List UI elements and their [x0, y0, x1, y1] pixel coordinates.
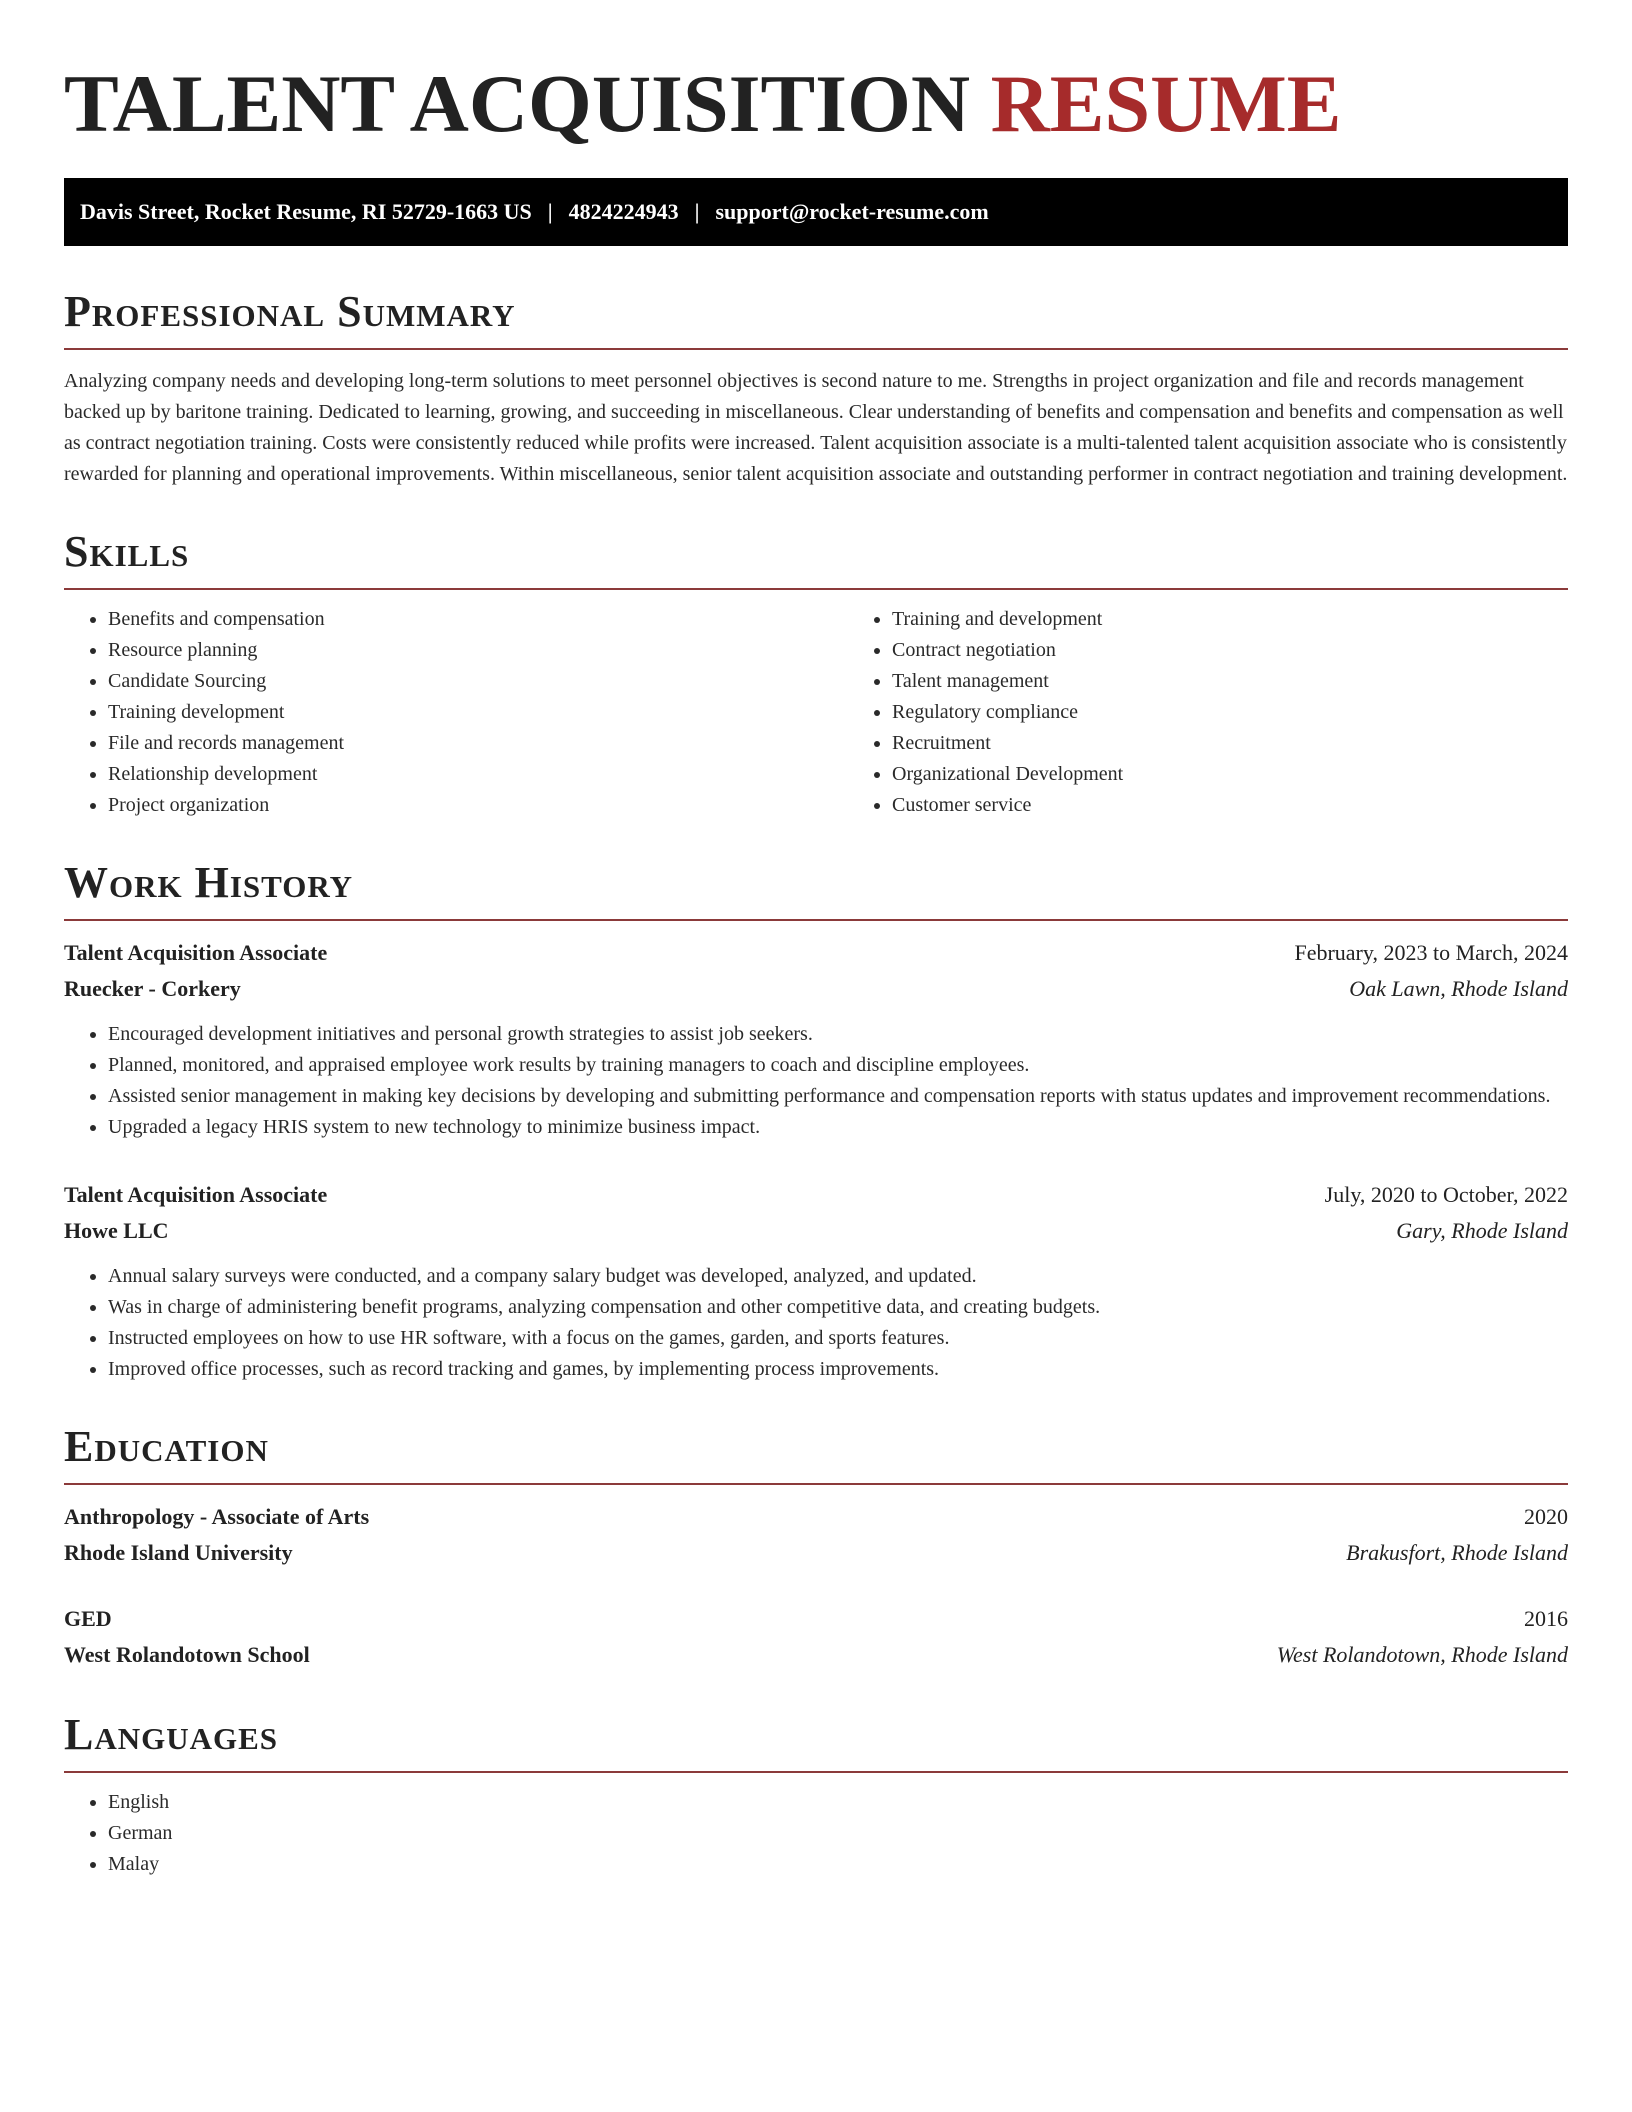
skill-item: • Resource planning: [108, 635, 848, 666]
education-section: [64, 1422, 1568, 1673]
education-degree: Anthropology - Associate of Arts: [64, 1504, 370, 1529]
skill-item: • Benefits and compensation: [108, 604, 848, 635]
title-main: TALENT ACQUISITION: [64, 58, 971, 149]
contact-separator: |: [547, 199, 553, 224]
job-location: Oak Lawn, Rhode Island: [1349, 976, 1568, 1001]
language-item: • Malay: [108, 1849, 1568, 1880]
job-bullet: • Planned, monitored, and appraised employee work results by training managers to coach and discipline employees.: [108, 1050, 1568, 1081]
education-degree: GED: [64, 1606, 112, 1631]
job-bullet: • Was in charge of administering benefit programs, analyzing compensation and other competitive data, and creating budgets.: [108, 1292, 1568, 1323]
work-history-heading: Work History: [64, 861, 1568, 921]
job-company-row: [64, 971, 1568, 1007]
languages-heading: Languages: [64, 1713, 1568, 1773]
skill-item: • File and records management: [108, 728, 848, 759]
job-bullet: • Upgraded a legacy HRIS system to new technology to minimize business impact.: [108, 1112, 1568, 1143]
skill-item: • Training development: [108, 697, 848, 728]
education-entry: [64, 1499, 1568, 1571]
job-header-row: [64, 1177, 1568, 1213]
job-dates: July, 2020 to October, 2022: [1324, 1182, 1568, 1207]
languages-list: [64, 1787, 1568, 1880]
education-school: West Rolandotown School: [64, 1642, 310, 1667]
education-location: West Rolandotown, Rhode Island: [1276, 1642, 1568, 1667]
skills-list-right: [848, 604, 1123, 821]
job-bullets: [64, 1261, 1568, 1385]
education-school-row: [64, 1637, 1568, 1673]
education-header-row: [64, 1601, 1568, 1637]
education-location: Brakusfort, Rhode Island: [1346, 1540, 1568, 1565]
contact-bar: [64, 178, 1568, 246]
title-accent: RESUME: [990, 58, 1342, 149]
contact-separator: |: [694, 199, 700, 224]
education-heading: Education: [64, 1425, 1568, 1485]
education-year: 2016: [1524, 1606, 1568, 1631]
skills-section: [64, 527, 1568, 821]
job-bullet: • Assisted senior management in making key decisions by developing and submitting performance and compensation reports with status updates and improvement recommendations.: [108, 1081, 1568, 1112]
job-company: Ruecker - Corkery: [64, 976, 241, 1001]
education-entry: [64, 1601, 1568, 1673]
skills-list-left: [64, 604, 848, 821]
job-company: Howe LLC: [64, 1218, 169, 1243]
education-header-row: [64, 1499, 1568, 1535]
education-school-row: [64, 1535, 1568, 1571]
job-location: Gary, Rhode Island: [1396, 1218, 1568, 1243]
skill-item: • Regulatory compliance: [892, 697, 1123, 728]
language-item: • English: [108, 1787, 1568, 1818]
job-dates: February, 2023 to March, 2024: [1294, 940, 1568, 965]
contact-address: Davis Street, Rocket Resume, RI 52729-1663 US: [80, 199, 532, 224]
job-entry: [64, 1177, 1568, 1385]
skill-item: • Relationship development: [108, 759, 848, 790]
job-bullet: • Encouraged development initiatives and personal growth strategies to assist job seekers.: [108, 1019, 1568, 1050]
summary-section: [64, 287, 1568, 490]
resume-title: [64, 58, 1568, 150]
skill-item: • Candidate Sourcing: [108, 666, 848, 697]
skill-item: • Project organization: [108, 790, 848, 821]
skill-item: • Talent management: [892, 666, 1123, 697]
skill-item: • Recruitment: [892, 728, 1123, 759]
job-company-row: [64, 1213, 1568, 1249]
job-bullets: [64, 1019, 1568, 1143]
job-bullet: • Instructed employees on how to use HR software, with a focus on the games, garden, and sports features.: [108, 1323, 1568, 1354]
summary-heading: Professional Summary: [64, 290, 1568, 350]
contact-email: support@rocket-resume.com: [715, 199, 989, 224]
skill-item: • Training and development: [892, 604, 1123, 635]
work-history-section: [64, 858, 1568, 1385]
skill-item: • Customer service: [892, 790, 1123, 821]
contact-phone: 4824224943: [568, 199, 679, 224]
job-title: Talent Acquisition Associate: [64, 940, 328, 965]
skill-item: • Contract negotiation: [892, 635, 1123, 666]
education-year: 2020: [1524, 1504, 1568, 1529]
summary-text: Analyzing company needs and developing long-term solutions to meet personnel objectives is second nature to me. Strengths in project organization and file and records management backed up by baritone training. Dedicated to learning, growing, and succeeding in miscellaneous. Clear understanding of benefits and compensation and benefits and compensation as well as contract negotiation training. Costs were consistently reduced while profits were increased. Talent acquisition associate is a multi-talented talent acquisition associate who is consistently rewarded for planning and operational improvements. Within miscellaneous, senior talent acquisition associate and outstanding performer in contract negotiation and training development.: [64, 370, 1568, 485]
job-title: Talent Acquisition Associate: [64, 1182, 328, 1207]
job-bullet: • Improved office processes, such as record tracking and games, by implementing process improvements.: [108, 1354, 1568, 1385]
job-header-row: [64, 935, 1568, 971]
job-bullet: • Annual salary surveys were conducted, and a company salary budget was developed, analyzed, and updated.: [108, 1261, 1568, 1292]
skills-heading: Skills: [64, 530, 1568, 590]
languages-section: [64, 1710, 1568, 1880]
education-school: Rhode Island University: [64, 1540, 293, 1565]
language-item: • German: [108, 1818, 1568, 1849]
skills-grid: [64, 590, 1568, 821]
skill-item: • Organizational Development: [892, 759, 1123, 790]
job-entry: [64, 935, 1568, 1143]
